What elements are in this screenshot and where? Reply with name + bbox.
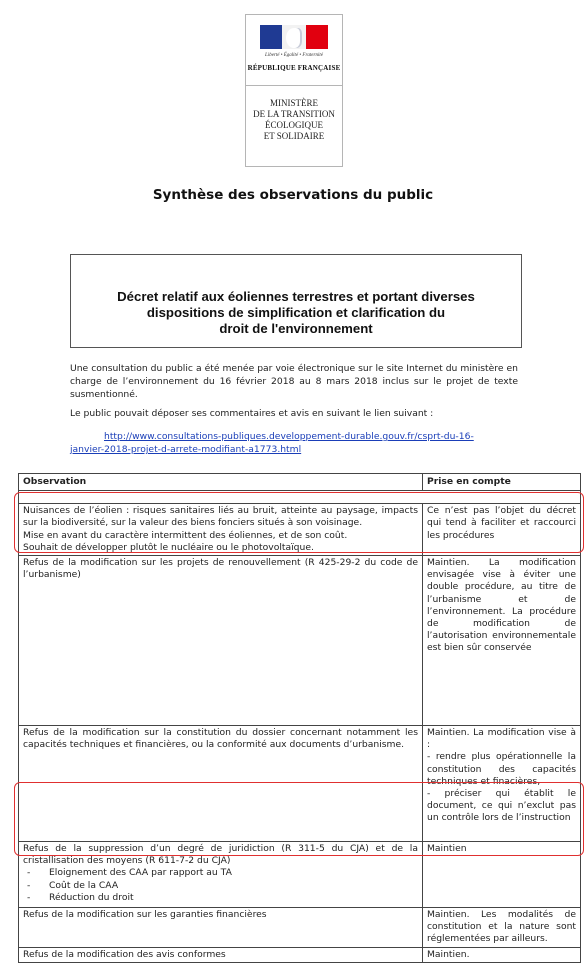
page-title: Synthèse des observations du public <box>152 187 434 203</box>
intro-paragraph: Une consultation du public a été menée par voie électronique sur le site Internet du ministère en charge de l’environnement du 16 février 2018 au 8 mars 2018 inclus sur le projet de texte susmentionné. <box>70 363 518 400</box>
consultation-link[interactable]: http://www.consultations-publiques.developpement-durable.gouv.fr/csprt-du-16- janvier-2018-projet-d-arrete-modifiant-a1773.html <box>70 431 474 455</box>
observation-cell: Refus de la modification sur les garanties financières <box>19 908 423 948</box>
ministry-block <box>245 84 343 167</box>
observation-cell: Nuisances de l’éolien : risques sanitaires liés au bruit, atteinte au paysage, impacts sur la biodiversité, sur la valeur des biens fonciers situés à son voisinage. Mise en avant du caractère intermittent des éoliennes, et de son coût. Souhait de développer plutôt le nucléaire ou le photovoltaïque. <box>19 504 423 556</box>
prise-cell: Ce n’est pas l’objet du décret qui tend à faciliter et raccourci les procédures <box>423 504 581 556</box>
observation-list-item: - Réduction du droit <box>23 892 418 904</box>
logo-motto: Liberté • Égalité • Fraternité <box>265 53 323 58</box>
table-row <box>19 948 581 963</box>
observations-table <box>18 473 581 963</box>
prise-cell: Maintien. La modification envisagée vise à éviter une double procédure, au titre de l’urbanisme et de l’environnement. La procédure de modification de l’autorisation environnementale est bien sûr conservée <box>423 556 581 726</box>
marianne-flag-icon <box>260 25 328 49</box>
decret-title: Décret relatif aux éoliennes terrestres et portant diverses dispositions de simplification et clarification du droit de l'environnement <box>117 289 475 336</box>
link-intro: Le public pouvait déposer ses commentaires et avis en suivant le lien suivant : <box>70 408 434 419</box>
republique-logo <box>245 14 343 86</box>
table-row <box>19 842 581 908</box>
prise-cell: Maintien. <box>423 948 581 963</box>
prise-cell: Maintien <box>423 842 581 908</box>
table-row <box>19 908 581 948</box>
observation-cell: Refus de la modification sur les projets de renouvellement (R 425-29-2 du code de l’urbanisme) <box>19 556 423 726</box>
ministry-name: MINISTÈRE DE LA TRANSITION ÉCOLOGIQUE ET SOLIDAIRE <box>253 98 335 141</box>
prise-cell: Maintien. La modification vise à : - rendre plus opérationnelle la constitution des capacités techniques et finacières, - préciser qui établit le document, ce qui n’exclut pas un contrôle lors de l’instruction <box>423 726 581 842</box>
table-row <box>19 504 581 556</box>
observation-list-item: - Eloignement des CAA par rapport au TA <box>23 867 418 879</box>
table-spacer <box>19 491 581 504</box>
logo-country: RÉPUBLIQUE FRANÇAISE <box>247 64 341 72</box>
table-row <box>19 556 581 726</box>
header-observation: Observation <box>19 474 423 491</box>
decret-box <box>70 254 522 348</box>
table-header-row <box>19 474 581 491</box>
observation-cell: Refus de la suppression d’un degré de juridiction (R 311-5 du CJA) et de la cristallisation des moyens (R 611-7-2 du CJA) - Eloignement des CAA par rapport au TA - Coût de la CAA - Réduction du droit <box>19 842 423 908</box>
prise-cell: Maintien. Les modalités de constitution et la nature sont réglementées par ailleurs. <box>423 908 581 948</box>
observation-cell: Refus de la modification sur la constitution du dossier concernant notamment les capacités techniques et financières, ou la conformité aux documents d’urbanisme. <box>19 726 423 842</box>
observation-list-item: - Coût de la CAA <box>23 880 418 892</box>
observation-cell: Refus de la modification des avis conformes <box>19 948 423 963</box>
table-row <box>19 726 581 842</box>
header-prise-en-compte: Prise en compte <box>423 474 581 491</box>
